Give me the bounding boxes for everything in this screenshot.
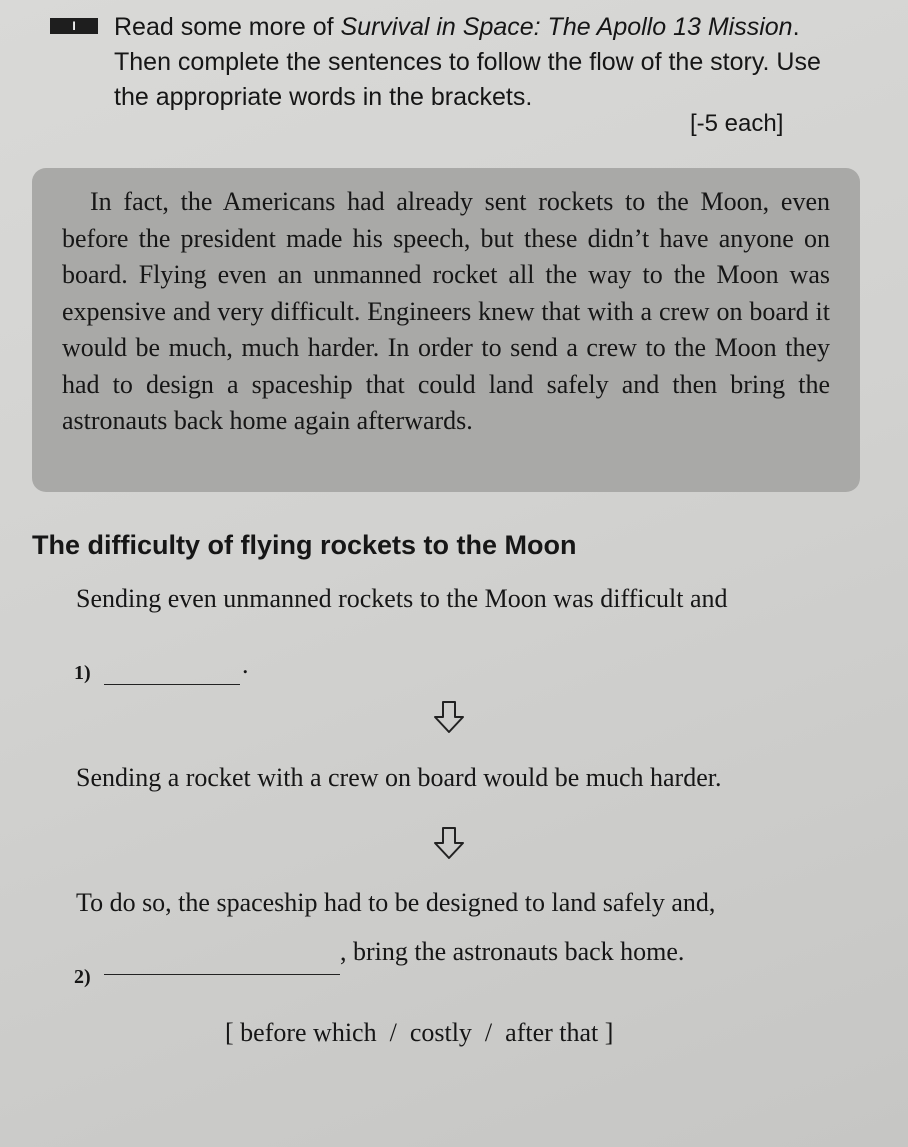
instruction-text: Read some more of Survival in Space: The Apollo 13 Mission. Then complete the sentences to follow the flow of the story. Use the appropriate words in the brackets. <box>114 13 821 111</box>
blank-1-period: . <box>242 650 249 679</box>
section-heading: The difficulty of flying rockets to the Moon <box>32 530 577 560</box>
word-bank: [ before which / costly / after that ] <box>225 1018 614 1047</box>
reading-passage-box <box>32 168 860 492</box>
answer-blank-1[interactable] <box>104 684 240 685</box>
question-2-label: 2) <box>74 966 91 988</box>
flow-sentence-2: Sending a rocket with a crew on board would be much harder. <box>76 763 722 792</box>
points-label: [-5 each] <box>690 110 784 137</box>
answer-blank-2[interactable] <box>104 974 340 975</box>
reading-passage-text: In fact, the Americans had already sent rockets to the Moon, even before the president made his speech, but these didn’t have anyone on board. Flying even an unmanned rocket all the way to the Moon was expensive and very difficult. Engineers knew that with a crew on board it would be much, much harder. In order to send a crew to the Moon they had to design a spaceship that could land safely and then bring the astronauts back home again afterwards. <box>62 187 830 435</box>
down-arrow-icon <box>432 826 466 860</box>
instructions <box>50 10 850 115</box>
flow-sentence-3-end: , bring the astronauts back home. <box>340 937 685 966</box>
question-number-badge: I <box>50 18 98 34</box>
flow-sentence-3: To do so, the spaceship had to be designed to land safely and, <box>76 888 716 917</box>
question-1-label: 1) <box>74 662 91 684</box>
down-arrow-icon <box>432 700 466 734</box>
book-title: Survival in Space: The Apollo 13 Mission <box>340 13 793 41</box>
flow-sentence-1: Sending even unmanned rockets to the Moon was difficult and <box>76 584 728 613</box>
